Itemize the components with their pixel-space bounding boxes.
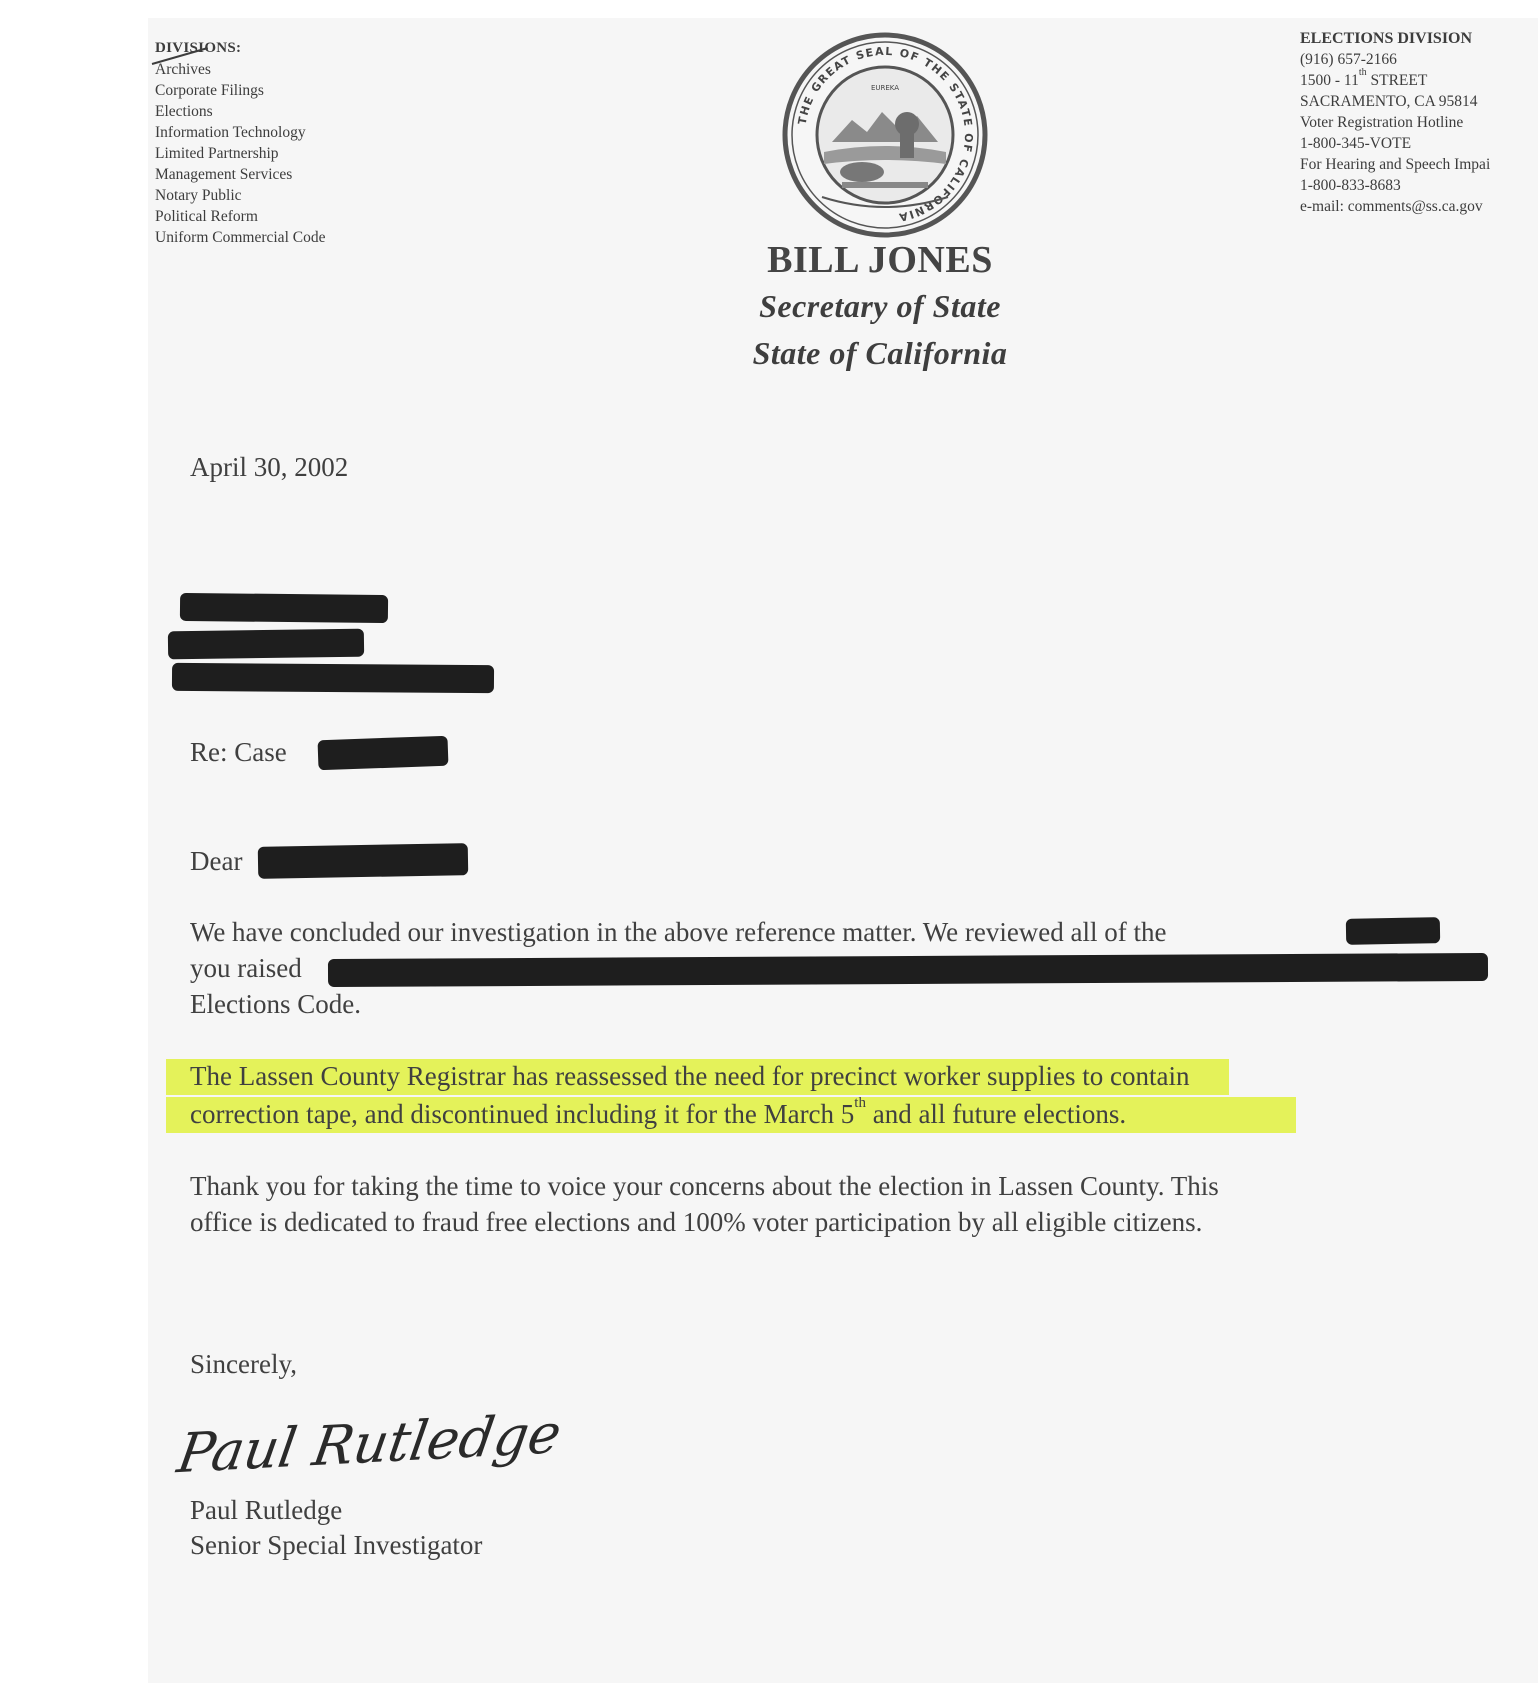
- redacted-case-number: [318, 736, 449, 771]
- hearing-label: For Hearing and Speech Impai: [1300, 156, 1491, 173]
- svg-text:Paul Rutledge: Paul Rutledge: [173, 1401, 566, 1486]
- paragraph-thank-you: Thank you for taking the time to voice your concerns about the election in Lassen County. This office is dedicated to fraud free elections and 100% voter participation by all eligible citizens.: [190, 1171, 1219, 1237]
- official-title: Secretary of State: [759, 288, 1001, 324]
- elections-street: 1500 - 11th STREET: [1300, 66, 1428, 89]
- case-reference: Re: Case: [190, 737, 287, 767]
- redacted-address-line-1: [180, 593, 388, 623]
- highlighted-text: correction tape, and discontinued including it for the March 5th and all future elections.: [166, 1097, 1296, 1133]
- closing: Sincerely,: [190, 1349, 297, 1379]
- division-item: Notary Public: [155, 187, 242, 204]
- elections-phone: (916) 657-2166: [1300, 51, 1397, 68]
- elections-heading: ELECTIONS DIVISION: [1300, 30, 1473, 47]
- division-item: Limited Partnership: [155, 145, 279, 162]
- division-item: Information Technology: [155, 124, 306, 141]
- division-item: Archives: [155, 59, 325, 80]
- hotline-label: Voter Registration Hotline: [1300, 114, 1464, 131]
- hotline-number: 1-800-345-VOTE: [1300, 135, 1412, 152]
- redacted-recipient-name: [258, 843, 469, 879]
- svg-text:EUREKA: EUREKA: [870, 84, 900, 92]
- state-seal-icon: [782, 32, 988, 238]
- redacted-address-line-3: [172, 663, 494, 693]
- official-name: BILL JONES: [767, 239, 993, 281]
- salutation: Dear: [190, 846, 243, 876]
- state-name: State of California: [752, 335, 1008, 371]
- paragraph-registrar-highlighted: [190, 1058, 1490, 1132]
- hearing-number: 1-800-833-8683: [1300, 177, 1401, 194]
- signer-name: Paul Rutledge: [190, 1495, 343, 1525]
- division-item: Political Reform: [155, 208, 258, 225]
- elections-division-block: [1300, 28, 1490, 217]
- division-item: Corporate Filings: [155, 82, 264, 99]
- highlighted-text: The Lassen County Registrar has reassessed the need for precinct worker supplies to contain: [166, 1059, 1229, 1095]
- contact-email: e-mail: comments@ss.ca.gov: [1300, 198, 1483, 215]
- handwritten-signature: [173, 1388, 566, 1498]
- division-item: Uniform Commercial Code: [155, 229, 326, 246]
- svg-text:THE GREAT SEAL OF THE STATE OF: THE GREAT SEAL OF THE STATE OF CALIFORNIA: [795, 44, 976, 224]
- redacted-issues-word: [1346, 917, 1440, 945]
- letter-date: April 30, 2002: [190, 452, 349, 482]
- division-item: Management Services: [155, 166, 293, 183]
- redacted-address-line-2: [168, 629, 364, 660]
- signer-title: Senior Special Investigator: [190, 1530, 483, 1560]
- elections-city: SACRAMENTO, CA 95814: [1300, 93, 1478, 110]
- divisions-heading: DIVISIONS:: [155, 40, 242, 56]
- division-item: Elections: [155, 103, 213, 120]
- paragraph-investigation: We have concluded our investigation in the above reference matter. We reviewed all of the you raised Elections Code.: [190, 917, 1167, 1019]
- divisions-list: [155, 38, 325, 248]
